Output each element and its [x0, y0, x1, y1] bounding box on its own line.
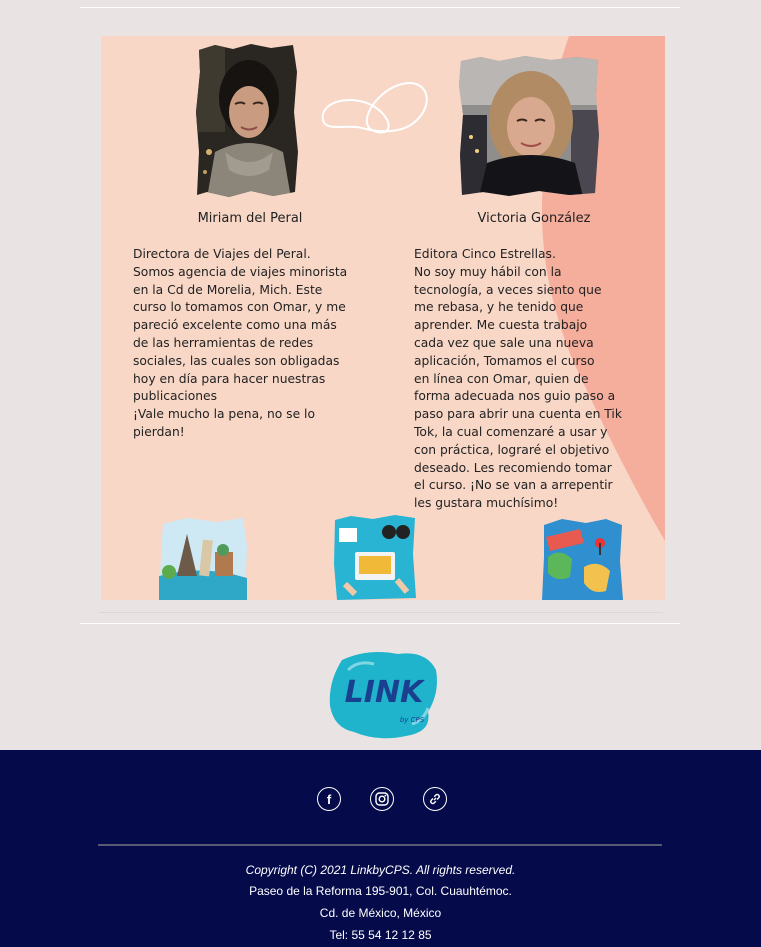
footer-divider — [98, 844, 662, 846]
website-link[interactable] — [423, 787, 447, 811]
testimonial-name: Victoria González — [477, 211, 591, 226]
travel-planning-illustration — [333, 514, 417, 600]
city-text: Cd. de México, México — [319, 906, 442, 920]
miriam-photo — [195, 42, 299, 198]
testimonial-text: Directora de Viajes del Peral. Somos agencia de viajes minorista en la Cd de Morelia, Mich. Este curso lo tomamos con Omar, y me pareció excelente como una más de las herramientas de redes sociales, las cuales son obligadas hoy en día para hacer nuestras publicaciones ¡Vale mucho la pena, no se lo pierdan! — [133, 247, 348, 439]
testimonials-card — [101, 36, 665, 600]
facebook-icon: f — [326, 791, 332, 807]
facebook-link[interactable] — [317, 787, 341, 811]
footer — [0, 750, 761, 947]
victoria-photo — [459, 55, 599, 197]
top-divider — [80, 7, 680, 8]
logo-subtext: by CPS — [399, 716, 425, 724]
logo-text: LINK — [344, 675, 424, 710]
address-text: Paseo de la Reforma 195-901, Col. Cuauhtémoc. — [249, 884, 512, 898]
testimonial-text: Editora Cinco Estrellas. No soy muy hábil con la tecnología, a veces siento que me rebasa, y he tenido que aprender. Me cuesta trabajo cada vez que sale una nueva aplicación, Tomamos el curso en línea con Omar, quien de forma adecuada nos guio paso a paso para abrir una cuenta en Tik Tok, la cual comenzaré a usar y con práctica, lograré el objetivo deseado. Les recomiendo tomar el curso. ¡No se van a arrepentir les gustara muchísimo! — [414, 247, 622, 511]
phone-text: Tel: 55 54 12 12 85 — [329, 928, 432, 942]
europe-landmarks-illustration — [157, 516, 249, 600]
link-icon — [428, 792, 442, 806]
section-divider — [80, 623, 680, 624]
instagram-icon — [375, 792, 389, 806]
world-map-illustration — [540, 517, 624, 600]
instagram-link[interactable] — [370, 787, 394, 811]
logo-brush-shape — [328, 646, 440, 742]
section-divider — [99, 612, 663, 613]
copyright-text: Copyright (C) 2021 LinkbyCPS. All rights reserved. — [245, 863, 516, 877]
scribble-doodle — [317, 80, 437, 140]
link-logo[interactable] — [328, 646, 440, 742]
testimonial-name: Miriam del Peral — [197, 211, 303, 226]
